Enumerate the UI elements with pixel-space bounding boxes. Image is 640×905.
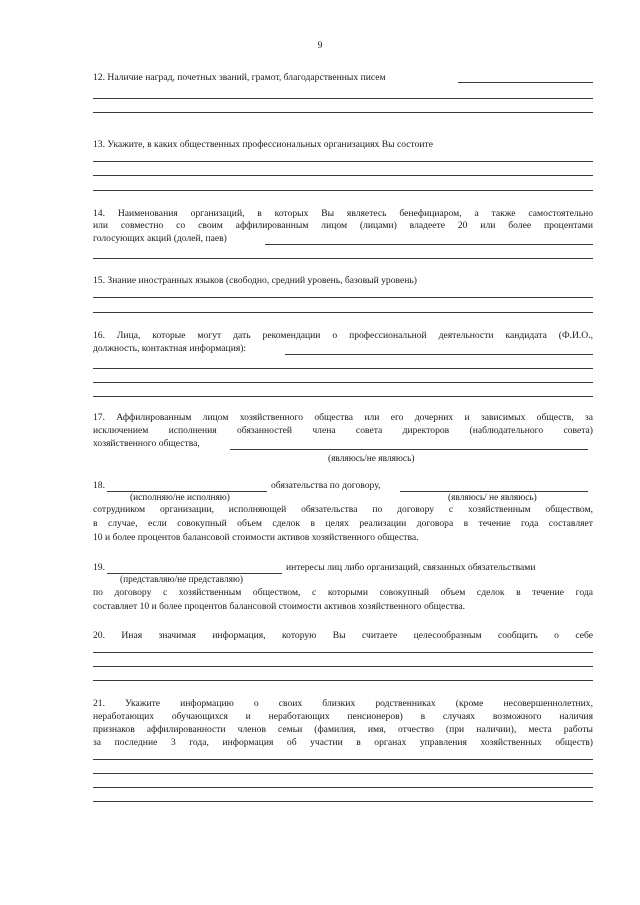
fill-line: [93, 680, 593, 681]
section-16-line-1: 16. Лица, которые могут дать рекомендации о профессиональной деятельности кандидата (Ф.И.О.,: [93, 330, 593, 341]
section-18-mid-text: обязательства по договору,: [271, 480, 381, 491]
section-16-line-2: должность, контактная информация):: [93, 343, 247, 354]
section-21-line-1: 21. Укажите информацию о своих близких родственниках (кроме несовершеннолетних,: [93, 698, 593, 709]
section-14-line-2: или совместно со своим аффилированным лицом (лицами) владеете 20 или более процентами: [93, 220, 593, 231]
section-20-text: 20. Иная значимая информация, которую Вы считаете целесообразным сообщить о себе: [93, 630, 593, 641]
section-12-text: 12. Наличие наград, почетных званий, грамот, благодарственных писем: [93, 72, 386, 83]
fill-line: [93, 161, 593, 162]
section-17-line-3: хозяйственного общества,: [93, 438, 200, 449]
section-18-line-4: 10 и более процентов балансовой стоимости активов хозяйственного общества.: [93, 532, 419, 543]
fill-line: [93, 396, 593, 397]
fill-line: [93, 190, 593, 191]
fill-line: [93, 801, 593, 802]
fill-line: [93, 175, 593, 176]
section-21-line-2: неработающих обучающихся и неработающих пенсионеров) в случаях возможного наличия: [93, 711, 593, 722]
fill-line: [265, 244, 593, 245]
fill-line: [93, 382, 593, 383]
section-21-line-4: за последние 3 года, информация об участии в органах управления хозяйственных обществ): [93, 737, 593, 748]
section-18-hint-1: (исполняю/не исполняю): [130, 493, 230, 503]
section-18-hint-2: (являюсь/ не являюсь): [448, 493, 537, 503]
section-18-line-2: сотрудником организации, исполняющей обязательства по договору с хозяйственным обществом,: [93, 504, 593, 515]
fill-line: [93, 368, 593, 369]
fill-line: [93, 773, 593, 774]
fill-line: [93, 112, 593, 113]
section-18-line-3: в случае, если совокупный объем сделок в целях реализации договора в течение года составляет: [93, 518, 593, 529]
section-17-line-1: 17. Аффилированным лицом хозяйственного общества или его дочерних и зависимых обществ, за: [93, 412, 593, 423]
section-19-mid-text: интересы лиц либо организаций, связанных обязательствами: [286, 562, 536, 573]
section-18-number: 18.: [93, 480, 105, 491]
fill-line: [230, 449, 588, 450]
fill-line: [93, 98, 593, 99]
section-21-line-3: признаков аффилированности членов семьи (фамилия, имя, отчество (при наличии), места работы: [93, 724, 593, 735]
section-19-hint: (представляю/не представляю): [120, 575, 244, 585]
fill-line: [458, 82, 593, 83]
section-19-line-3: составляет 10 и более процентов балансовой стоимости активов хозяйственного общества.: [93, 601, 466, 612]
section-17-hint: (являюсь/не являюсь): [328, 454, 415, 464]
page-number: 9: [317, 40, 323, 51]
fill-line: [93, 666, 593, 667]
section-15-text: 15. Знание иностранных языков (свободно, средний уровень, базовый уровень): [93, 275, 417, 286]
fill-line: [93, 652, 593, 653]
fill-line: [93, 258, 593, 259]
fill-line: [93, 297, 593, 298]
section-14-line-1: 14. Наименования организаций, в которых Вы являетесь бенефициаром, а также самостоятельно: [93, 208, 593, 219]
section-19-number: 19.: [93, 562, 105, 573]
section-14-line-3: голосующих акций (долей, паев): [93, 233, 227, 244]
section-19-line-2: по договору с хозяйственным обществом, с которыми совокупный объем сделок в течение года: [93, 587, 593, 598]
fill-line: [93, 759, 593, 760]
fill-line: [285, 354, 593, 355]
section-13-text: 13. Укажите, в каких общественных профессиональных организациях Вы состоите: [93, 139, 433, 150]
fill-line: [93, 787, 593, 788]
fill-line: [93, 312, 593, 313]
section-17-line-2: исключением исполнения обязанностей члена совета директоров (наблюдательного совета): [93, 425, 593, 436]
